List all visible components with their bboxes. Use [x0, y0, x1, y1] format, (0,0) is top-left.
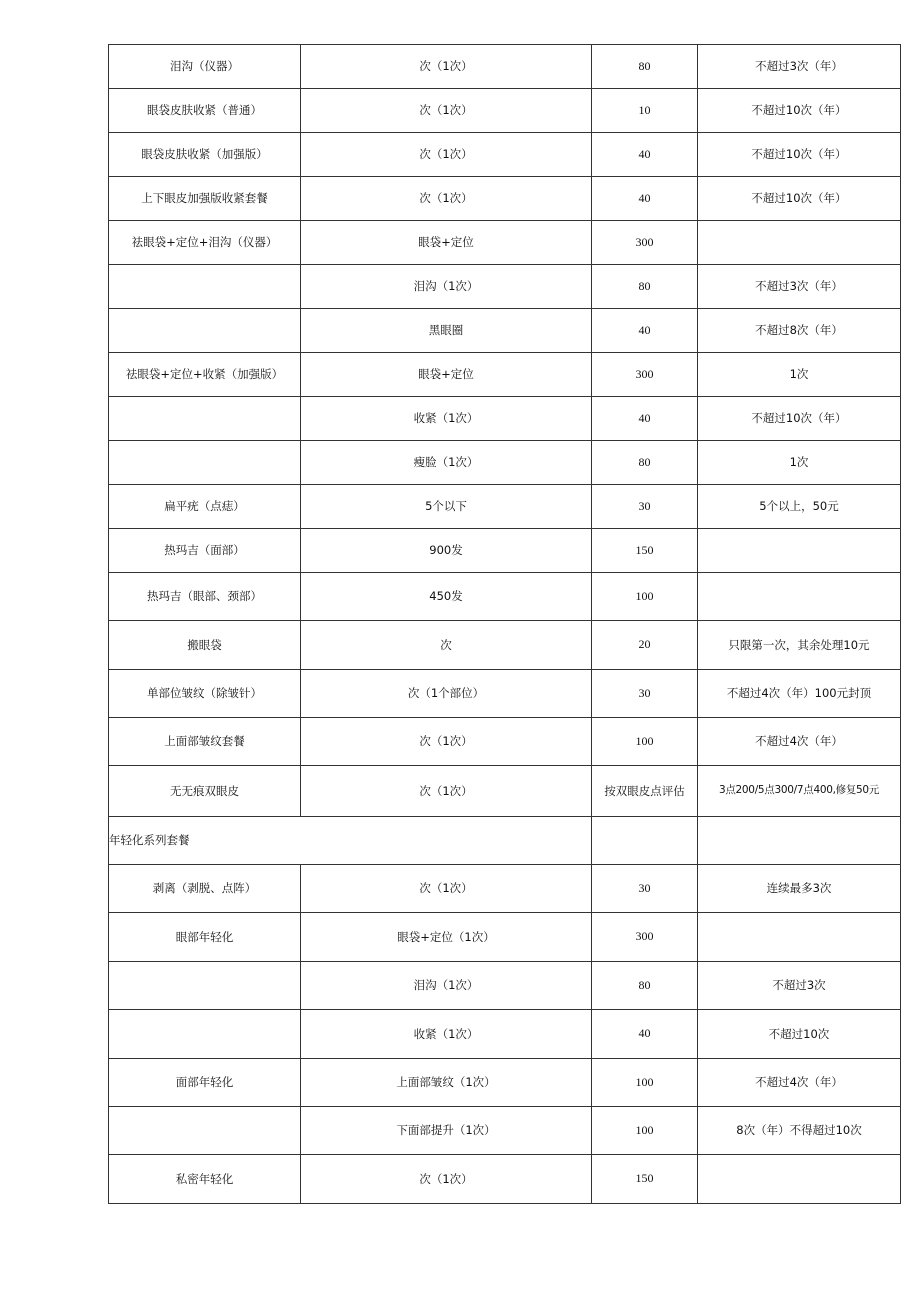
unit-cell: 次（1个部位）	[301, 670, 592, 718]
price-cell: 10	[592, 89, 698, 133]
item-name-cell	[109, 1107, 301, 1155]
unit-cell: 5个以下	[301, 485, 592, 529]
table-row	[109, 265, 901, 309]
table-row	[109, 529, 901, 573]
note-cell	[698, 913, 901, 962]
item-name-cell: 搬眼袋	[109, 621, 301, 670]
unit-cell: 次（1次）	[301, 133, 592, 177]
note-cell: 不超过3次	[698, 962, 901, 1010]
note-cell	[698, 221, 901, 265]
note-cell: 不超过10次	[698, 1010, 901, 1059]
table-row	[109, 962, 901, 1010]
table-row	[109, 865, 901, 913]
item-name-cell	[109, 962, 301, 1010]
table-row	[109, 177, 901, 221]
unit-cell: 收紧（1次）	[301, 1010, 592, 1059]
unit-cell: 上面部皱纹（1次）	[301, 1059, 592, 1107]
table-row	[109, 89, 901, 133]
section-title: 年轻化系列套餐	[109, 817, 592, 865]
note-cell: 不超过3次（年）	[698, 45, 901, 89]
table-row	[109, 397, 901, 441]
table-row	[109, 133, 901, 177]
price-cell: 30	[592, 485, 698, 529]
unit-cell: 次（1次）	[301, 45, 592, 89]
unit-cell: 泪沟（1次）	[301, 962, 592, 1010]
note-cell: 1次	[698, 353, 901, 397]
price-cell: 40	[592, 309, 698, 353]
note-cell: 不超过4次（年）100元封顶	[698, 670, 901, 718]
note-cell: 只限第一次，其余处理10元	[698, 621, 901, 670]
table-row	[109, 573, 901, 621]
note-cell: 不超过10次（年）	[698, 89, 901, 133]
note-cell: 不超过8次（年）	[698, 309, 901, 353]
table-row	[109, 221, 901, 265]
price-cell: 40	[592, 133, 698, 177]
item-name-cell: 热玛吉（面部）	[109, 529, 301, 573]
item-name-cell: 眼袋皮肤收紧（普通）	[109, 89, 301, 133]
unit-cell: 次（1次）	[301, 1155, 592, 1204]
price-cell: 300	[592, 221, 698, 265]
item-name-cell: 眼袋皮肤收紧（加强版）	[109, 133, 301, 177]
item-name-cell: 祛眼袋+定位+泪沟（仪器）	[109, 221, 301, 265]
unit-cell: 次	[301, 621, 592, 670]
unit-cell: 瘦脸（1次）	[301, 441, 592, 485]
item-name-cell: 泪沟（仪器）	[109, 45, 301, 89]
price-cell: 100	[592, 1107, 698, 1155]
item-name-cell	[109, 1010, 301, 1059]
table-row	[109, 766, 901, 817]
price-cell: 300	[592, 353, 698, 397]
price-cell: 100	[592, 1059, 698, 1107]
item-name-cell: 无无痕双眼皮	[109, 766, 301, 817]
note-cell: 不超过4次（年）	[698, 718, 901, 766]
price-cell: 150	[592, 529, 698, 573]
table-row	[109, 718, 901, 766]
item-name-cell: 祛眼袋+定位+收紧（加强版）	[109, 353, 301, 397]
section-cell-3	[592, 817, 698, 865]
note-cell: 1次	[698, 441, 901, 485]
price-cell: 按双眼皮点评估	[592, 766, 698, 817]
price-cell: 40	[592, 1010, 698, 1059]
table-row	[109, 913, 901, 962]
note-cell: 不超过10次（年）	[698, 133, 901, 177]
price-cell: 40	[592, 397, 698, 441]
unit-cell: 黑眼圈	[301, 309, 592, 353]
unit-cell: 泪沟（1次）	[301, 265, 592, 309]
price-cell: 80	[592, 265, 698, 309]
unit-cell: 450发	[301, 573, 592, 621]
unit-cell: 眼袋+定位	[301, 221, 592, 265]
unit-cell: 次（1次）	[301, 865, 592, 913]
unit-cell: 下面部提升（1次）	[301, 1107, 592, 1155]
note-cell: 8次（年）不得超过10次	[698, 1107, 901, 1155]
table-row	[109, 1010, 901, 1059]
price-cell: 80	[592, 45, 698, 89]
unit-cell: 眼袋+定位（1次）	[301, 913, 592, 962]
item-name-cell: 上下眼皮加强版收紧套餐	[109, 177, 301, 221]
table-row	[109, 441, 901, 485]
unit-cell: 次（1次）	[301, 718, 592, 766]
table-row	[109, 45, 901, 89]
note-cell: 不超过10次（年）	[698, 397, 901, 441]
item-name-cell: 面部年轻化	[109, 1059, 301, 1107]
table-row	[109, 309, 901, 353]
note-cell: 不超过3次（年）	[698, 265, 901, 309]
table-row	[109, 1155, 901, 1204]
price-cell: 30	[592, 865, 698, 913]
price-cell: 100	[592, 573, 698, 621]
price-cell: 150	[592, 1155, 698, 1204]
table-row	[109, 485, 901, 529]
price-cell: 40	[592, 177, 698, 221]
price-table	[108, 44, 901, 1204]
price-cell: 30	[592, 670, 698, 718]
item-name-cell: 扁平疣（点痣）	[109, 485, 301, 529]
item-name-cell	[109, 309, 301, 353]
price-cell: 300	[592, 913, 698, 962]
unit-cell: 900发	[301, 529, 592, 573]
item-name-cell	[109, 397, 301, 441]
section-row	[109, 817, 901, 865]
section-cell-4	[698, 817, 901, 865]
table-row	[109, 353, 901, 397]
note-cell: 不超过4次（年）	[698, 1059, 901, 1107]
price-cell: 80	[592, 441, 698, 485]
item-name-cell	[109, 265, 301, 309]
item-name-cell: 剥离（剥脱、点阵）	[109, 865, 301, 913]
price-cell: 100	[592, 718, 698, 766]
note-cell: 连续最多3次	[698, 865, 901, 913]
note-cell: 5个以上，50元	[698, 485, 901, 529]
table-row	[109, 670, 901, 718]
item-name-cell: 上面部皱纹套餐	[109, 718, 301, 766]
table-row	[109, 1107, 901, 1155]
table-row	[109, 621, 901, 670]
note-cell	[698, 573, 901, 621]
unit-cell: 眼袋+定位	[301, 353, 592, 397]
price-cell: 20	[592, 621, 698, 670]
unit-cell: 次（1次）	[301, 766, 592, 817]
item-name-cell: 私密年轻化	[109, 1155, 301, 1204]
unit-cell: 收紧（1次）	[301, 397, 592, 441]
note-cell	[698, 529, 901, 573]
unit-cell: 次（1次）	[301, 89, 592, 133]
table-row	[109, 1059, 901, 1107]
unit-cell: 次（1次）	[301, 177, 592, 221]
note-cell: 3点200/5点300/7点400,修复50元	[698, 766, 901, 817]
price-table-body	[109, 45, 901, 1204]
price-cell: 80	[592, 962, 698, 1010]
item-name-cell: 热玛吉（眼部、颈部）	[109, 573, 301, 621]
note-cell: 不超过10次（年）	[698, 177, 901, 221]
item-name-cell	[109, 441, 301, 485]
item-name-cell: 眼部年轻化	[109, 913, 301, 962]
item-name-cell: 单部位皱纹（除皱针）	[109, 670, 301, 718]
note-cell	[698, 1155, 901, 1204]
